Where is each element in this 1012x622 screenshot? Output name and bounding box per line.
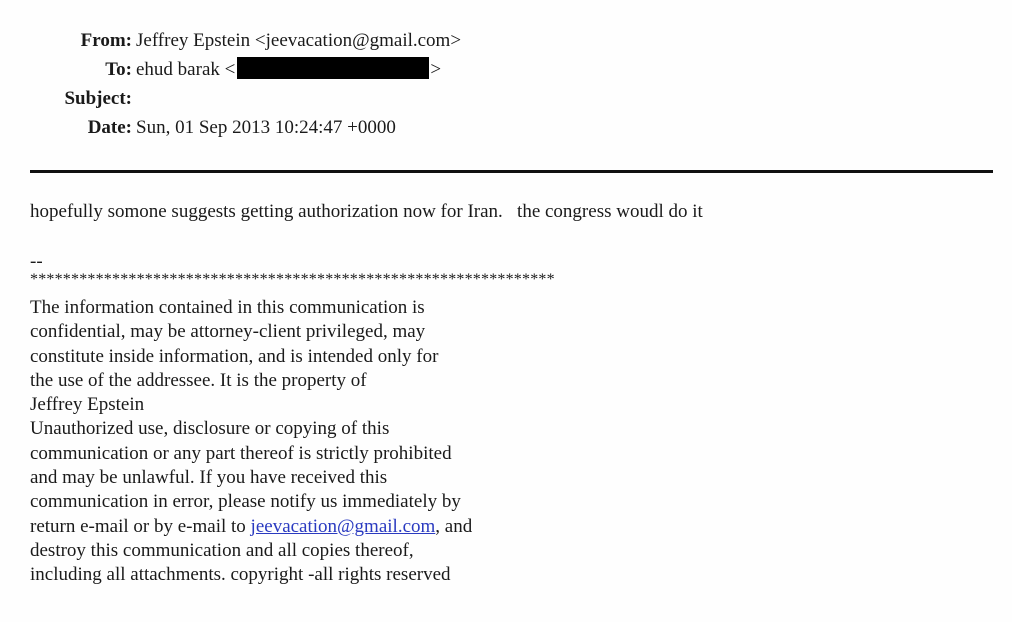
to-row: [0, 55, 1012, 84]
to-value: [136, 55, 441, 84]
subject-label: Subject:: [64, 88, 132, 109]
disclaimer-return-line: [30, 515, 650, 539]
asterisk-divider: ****************************************************************: [30, 271, 555, 288]
disclaimer-line: communication or any part thereof is strictly prohibited: [30, 442, 452, 464]
disclaimer-line: confidential, may be attorney-client privileged, may: [30, 321, 426, 343]
from-label: From:: [80, 30, 132, 51]
from-value: Jeffrey Epstein <jeevacation@gmail.com>: [136, 30, 462, 51]
return-prefix: return e-mail or by e-mail to: [30, 515, 251, 537]
disclaimer-line: including all attachments. copyright -all rights reserved: [30, 564, 451, 586]
header-divider: [30, 170, 993, 173]
email-header: [0, 26, 1012, 142]
disclaimer-line: and may be unlawful. If you have received this: [30, 467, 388, 489]
signature-separator: --: [30, 251, 43, 272]
disclaimer-line: The information contained in this communication is: [30, 297, 425, 318]
disclaimer-line: communication in error, please notify us immediately by: [30, 491, 461, 513]
disclaimer-line: Unauthorized use, disclosure or copying of this: [30, 418, 390, 440]
message-body: hopefully somone suggests getting authorization now for Iran. the congress woudl do it: [30, 201, 703, 222]
disclaimer-line: destroy this communication and all copies thereof,: [30, 539, 414, 561]
subject-row: [0, 84, 1012, 113]
return-suffix: , and: [435, 515, 473, 537]
date-label: Date:: [87, 117, 132, 138]
to-name: ehud barak <: [136, 59, 236, 80]
from-row: [0, 26, 1012, 55]
redaction-bar: [237, 57, 429, 79]
date-value: Sun, 01 Sep 2013 10:24:47 +0000: [136, 117, 396, 138]
email-link[interactable]: jeevacation@gmail.com: [250, 515, 436, 537]
to-label: To:: [105, 59, 132, 80]
date-row: [0, 113, 1012, 142]
disclaimer-line: constitute inside information, and is intended only for: [30, 345, 439, 367]
to-close: >: [430, 59, 442, 80]
disclaimer-line: Jeffrey Epstein: [30, 394, 145, 416]
confidentiality-disclaimer: [30, 296, 650, 588]
disclaimer-line: the use of the addressee. It is the property of: [30, 369, 367, 391]
